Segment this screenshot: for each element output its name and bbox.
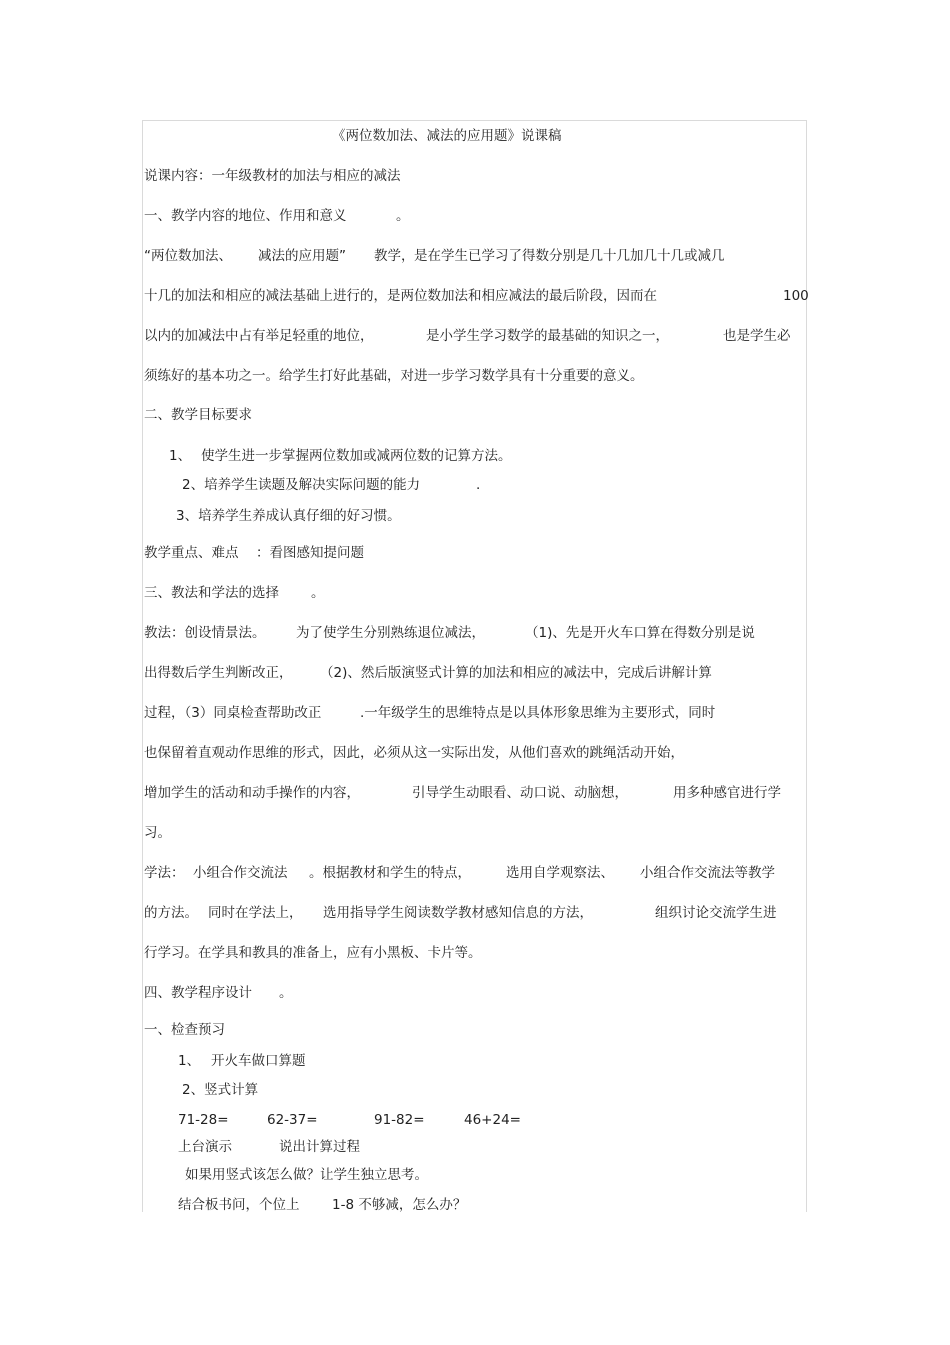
learn-line1-e: 小组合作交流法等教学: [640, 865, 775, 881]
teach-line5-c: 用多种感官进行学: [673, 785, 781, 801]
learn-line2-c: 选用指导学生阅读数学教材感知信息的方法，: [323, 905, 593, 921]
learn-line3: 行学习。在学具和教具的准备上，应有小黑板、卡片等。: [144, 945, 482, 961]
equation-1: 71-28=: [178, 1112, 229, 1128]
page-title: 《两位数加法、减法的应用题》说课稿: [332, 128, 562, 144]
item-1-text: 开火车做口算题: [211, 1053, 306, 1069]
section-heading-3-tail: 。: [311, 585, 325, 601]
teach-line2-a: 出得数后学生判断改正，: [144, 665, 293, 681]
question-2-a: 结合板书问，个位上: [178, 1197, 300, 1213]
learn-line2-b: 同时在学法上，: [208, 905, 303, 921]
para1-line1-d: 是在学生已学习了得数分别是几十几加几十几或减几: [414, 248, 725, 264]
para1-line3-c: 也是学生必: [723, 328, 791, 344]
teach-line1-a: 教法：创设情景法。: [144, 625, 266, 641]
learn-line2-d: 组织讨论交流学生进: [655, 905, 777, 921]
question-2-b: 1-8 不够减，怎么办？: [332, 1197, 467, 1213]
goal-2-tail: .: [476, 477, 481, 493]
item-2-text: 2、竖式计算: [182, 1082, 259, 1098]
para1-line2-a: 十几的加法和相应的减法基础上进行的，是两位数加法和相应减法的最后阶段，因而在: [144, 288, 657, 304]
teach-line3-a: 过程，（3）同桌检查帮助改正: [144, 705, 322, 721]
section-heading-3: 三、教法和学法的选择: [144, 585, 279, 601]
item-1-number: 1、: [178, 1053, 201, 1069]
learn-line1-d: 选用自学观察法、: [506, 865, 614, 881]
section-heading-1: 一、教学内容的地位、作用和意义: [144, 208, 347, 224]
demo-text: 说出计算过程: [279, 1139, 360, 1155]
teach-line5-b: 引导学生动眼看、动口说、动脑想，: [412, 785, 628, 801]
equation-3: 91-82=: [374, 1112, 425, 1128]
learn-line1-c: 。根据教材和学生的特点，: [309, 865, 471, 881]
para1-line2-b: 100: [783, 288, 809, 304]
goal-3-text: 3、培养学生养成认真仔细的好习惯。: [176, 508, 401, 524]
para1-line3-a: 以内的加减法中占有举足轻重的地位，: [144, 328, 374, 344]
sub-heading-check: 一、检查预习: [144, 1022, 225, 1038]
content-line: 说课内容：一年级教材的加法与相应的减法: [144, 168, 401, 184]
teach-line2-b: （2)、然后版演竖式计算的加法和相应的减法中，完成后讲解计算: [320, 665, 712, 681]
section-heading-1-tail: 。: [396, 208, 410, 224]
teach-line3-b: .一年级学生的思维特点是以具体形象思维为主要形式，同时: [360, 705, 716, 721]
teach-line1-b: 为了使学生分别熟练退位减法，: [296, 625, 485, 641]
para1-line3-b: 是小学生学习数学的最基础的知识之一，: [426, 328, 669, 344]
para1-line1-a: “两位数加法、: [144, 248, 232, 264]
learn-line1-a: 学法：: [144, 865, 185, 881]
teach-line5-a: 增加学生的活动和动手操作的内容，: [144, 785, 360, 801]
equation-4: 46+24=: [464, 1112, 521, 1128]
demo-label: 上台演示: [178, 1139, 232, 1155]
key-points-text: ：看图感知提问题: [256, 545, 364, 561]
para1-line4: 须练好的基本功之一。给学生打好此基础，对进一步学习数学具有十分重要的意义。: [144, 368, 644, 384]
section-heading-4-tail: 。: [279, 985, 293, 1001]
goal-1-text: 使学生进一步掌握两位数加或减两位数的记算方法。: [201, 448, 512, 464]
teach-line4: 也保留着直观动作思维的形式，因此，必须从这一实际出发，从他们喜欢的跳绳活动开始，: [144, 745, 684, 761]
section-heading-4: 四、教学程序设计: [144, 985, 252, 1001]
section-heading-2: 二、教学目标要求: [144, 407, 252, 423]
goal-2-text: 2、培养学生读题及解决实际问题的能力: [182, 477, 421, 493]
teach-line1-c: （1)、先是开火车口算在得数分别是说: [525, 625, 755, 641]
para1-line1-c: 教学，: [374, 248, 415, 264]
learn-line2-a: 的方法。: [144, 905, 198, 921]
learn-line1-b: 小组合作交流法: [193, 865, 288, 881]
goal-1-number: 1、: [169, 448, 192, 464]
equation-2: 62-37=: [267, 1112, 318, 1128]
teach-line6: 习。: [144, 825, 171, 841]
question-1: 如果用竖式该怎么做？让学生独立思考。: [185, 1167, 428, 1183]
key-points-label: 教学重点、难点: [144, 545, 239, 561]
para1-line1-b: 减法的应用题”: [258, 248, 346, 264]
